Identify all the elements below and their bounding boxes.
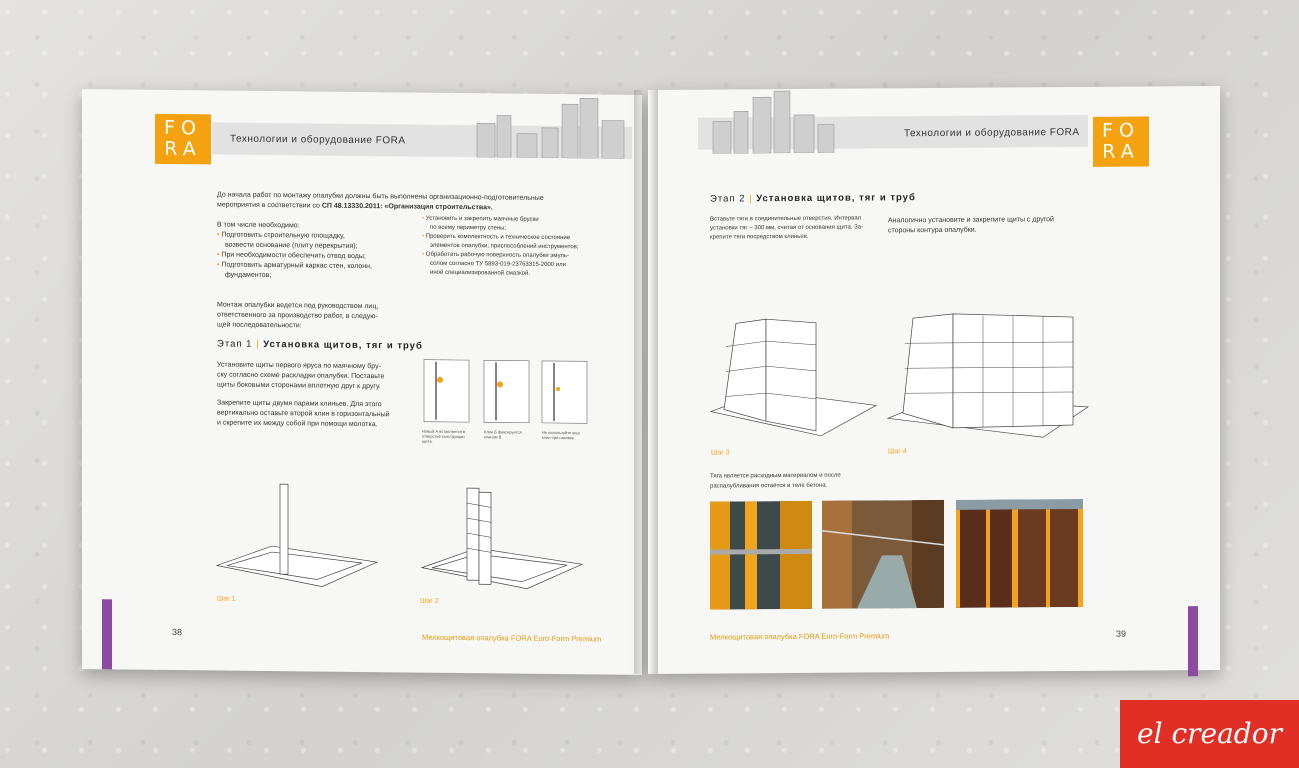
shag-2-label: Шаг 2: [420, 597, 439, 605]
book-spine: [634, 90, 658, 674]
step-text-2: Закрепите щиты двумя парами клиньев. Для этого вертикально оставьте второй клин в горизонтальный и скрепите их между собой при помощи молотка.: [217, 399, 390, 429]
wedge-diagrams: [422, 358, 602, 428]
left-page: [82, 89, 642, 675]
shag-4-label: Шаг 4: [888, 448, 907, 456]
prep-list: • Установить и закрепить маячные бруски по всему периметру стены; • Проверить комплектность и техническое состояние элементов опалубки, приспособлений инструментов; • Обработать рабочую поверхность опалубки эмуль- солом согласно ТУ 5893-019-23763315-2000 или иной специализированной смазкой.: [422, 215, 579, 277]
right-page: [648, 86, 1220, 674]
rod-note: Тяга является расходным материалом и после распалубливания остаётся в теле бетона.: [710, 472, 841, 490]
step-text-1: Установите щиты первого яруса по маячному бру- ску согласно схеме раскладки опалубки. Поставьте щиты боковыми сторонами вплотную друг к другу.: [217, 361, 385, 391]
photo-formwork-1: [710, 501, 812, 610]
etap-2-heading: Этап 2 | Установка щитов, тяг и труб: [710, 192, 916, 205]
page-number-39: 39: [1116, 628, 1127, 639]
shag-1-label: Шаг 1: [217, 595, 236, 603]
header-title: Технологии и оборудование FORA: [904, 126, 1080, 140]
step-1-drawing: [212, 475, 382, 602]
photo-formwork-3: [956, 499, 1083, 608]
right-footer: Мелкощитовая опалубка FORA Euro-Form Premium: [710, 631, 890, 642]
step-4-drawing: [883, 307, 1093, 456]
step-3-drawing: [706, 310, 881, 451]
intro-text: До начала работ по монтажу опалубки должны быть выполнены организационно-подготовительные мероприятия в соответствии со СП 48.13330.2011: «Организация строительства».: [217, 191, 544, 212]
fora-logo: FO RA: [155, 114, 211, 165]
purple-tab: [1188, 606, 1198, 676]
left-footer: Мелкощитовая опалубка FORA Euro-Form Premium: [422, 632, 602, 644]
mini-caption-2: Клин Б фиксируется клином В.: [484, 429, 522, 440]
page-number-38: 38: [172, 627, 183, 638]
etap-2-text-right: Аналогично установите и закрепите щиты с другой стороны контура опалубки.: [888, 216, 1054, 235]
photo-formwork-2: [822, 500, 944, 609]
shag-3-label: Шаг 3: [711, 449, 730, 457]
city-skyline-image: [467, 93, 637, 159]
el-creador-badge: el creador: [1120, 700, 1299, 768]
fora-logo: FO RA: [1093, 116, 1149, 166]
etap-2-text-left: Вставьте тяги в соединительные отверстия. Интервал установки тяг – 300 мм, считая от основания щита. За- крепите тяги посредством клиньев.: [710, 215, 864, 241]
header-title: Технологии и оборудование FORA: [230, 133, 406, 147]
need-list: В том числе необходимо: • Подготовить строительную площадку, возвести основание (плиту перекрытия); • При необходимости обеспечить отвод воды; • Подготовить арматурный каркас стен, колонн, фундаментов;: [217, 221, 372, 280]
mini-caption-3: Не используйте ваш клин при наковке.: [542, 429, 580, 441]
city-skyline-image: [708, 88, 878, 153]
mini-caption-1: Новый А вставляется в отверстие конструкции щита.: [422, 428, 466, 444]
montage-text: Монтаж опалубки ведется под руководством лиц, ответственного за производство работ, в следую- щей последовательности:: [217, 301, 379, 330]
purple-tab: [102, 599, 112, 669]
step-2-drawing: [417, 478, 587, 605]
etap-1-heading: Этап 1 | Установка щитов, тяг и труб: [217, 338, 423, 352]
